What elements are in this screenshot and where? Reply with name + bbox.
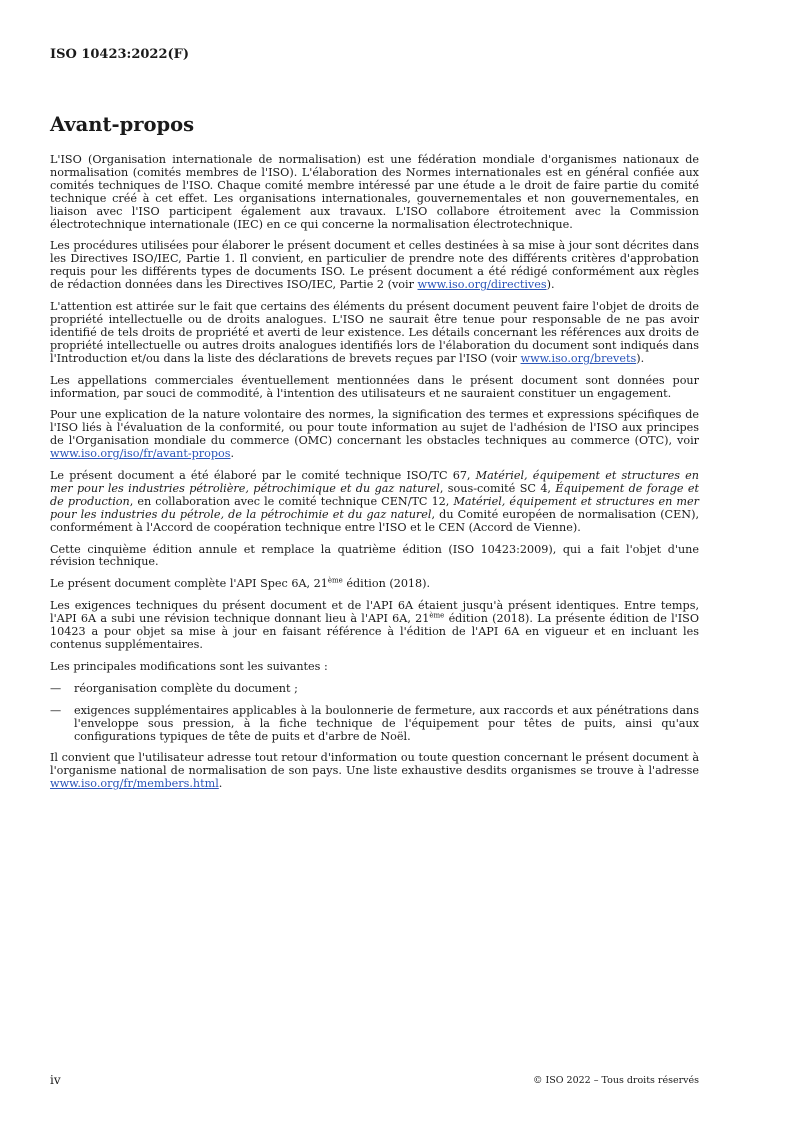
paragraph-text: Les procédures utilisées pour élaborer le présent document et celles destinées à sa mise à jour sont décrites dans les Directives ISO/IEC, Partie 1. Il convient, en particulier de prendre note des différents critères d'approbation requis pour les différents types de documents ISO. Le présent document a été rédigé conformément aux règles de rédaction données dans les Directives ISO/IEC, Partie 2 (voir bbox=[50, 239, 699, 292]
page-number: iv bbox=[50, 1073, 61, 1087]
paragraph-edition: Cette cinquième édition annule et remplace la quatrième édition (ISO 10423:2009), qui a fait l'objet d'une révision technique. bbox=[50, 542, 699, 569]
superscript: ème bbox=[327, 576, 343, 585]
paragraph-procedures bbox=[50, 240, 699, 292]
paragraph-text: Le présent document complète l'API Spec 6A, 21 bbox=[50, 577, 328, 591]
paragraph-end: . bbox=[230, 447, 235, 461]
foreword-link[interactable]: www.iso.org/iso/fr/avant-propos bbox=[50, 447, 231, 461]
section-title: Avant-propos bbox=[50, 113, 195, 136]
paragraph-api-complement bbox=[50, 578, 699, 591]
paragraph-text: , du Comité européen de normalisation (CEN), conformément à l'Accord de coopération technique entre l'ISO et le CEN (Accord de Vienne). bbox=[50, 507, 699, 534]
paragraph-feedback bbox=[50, 752, 699, 791]
paragraph-patents bbox=[50, 301, 699, 366]
paragraph-text: L'attention est attirée sur le fait que certains des éléments du présent document peuvent faire l'objet de droits de propriété intellectuelle ou de droits analogues. L'ISO ne saurait être tenue pour responsable de ne pas avoir identifié de tels droits de propriété et averti de leur existence. Les détails concernant les références aux droits de propriété intellectuelle ou autres droits analogues identifiés lors de l'élaboration du document sont indiqués dans l'Introduction et/ou dans la liste des déclarations de brevets reçues par l'ISO (voir bbox=[50, 300, 699, 365]
foreword-body bbox=[50, 154, 699, 800]
dash-marker: — bbox=[50, 681, 62, 695]
paragraph-end: ). bbox=[636, 351, 645, 365]
paragraph-text: édition (2018). bbox=[342, 577, 431, 591]
list-item bbox=[50, 683, 699, 696]
paragraph-trade-names: Les appellations commerciales éventuellement mentionnées dans le présent document sont données pour information, par souci de commodité, à l'intention des utilisateurs et ne sauraient constituer un engagement. bbox=[50, 373, 699, 400]
paragraph-voluntary-nature bbox=[50, 409, 699, 461]
paragraph-text: Les exigences techniques du présent document et de l'API 6A étaient jusqu'à présent identiques. Entre temps, l'API 6A a subi une révision technique donnant lieu à l'API 6A, 21 bbox=[50, 599, 699, 626]
paragraph-text: Le présent document a été élaboré par le comité technique ISO/TC 67, bbox=[50, 469, 476, 483]
list-item-text: exigences supplémentaires applicables à la boulonnerie de fermeture, aux raccords et aux pénétrations dans l'enveloppe sous pression, à la fiche technique de l'équipement pour têtes de puits, ainsi qu'aux configurations typiques de tête de puits et d'arbre de Noël. bbox=[74, 703, 699, 743]
paragraph-changes-intro: Les principales modifications sont les suivantes : bbox=[50, 659, 328, 673]
superscript: ème bbox=[429, 611, 445, 620]
paragraph-end: ). bbox=[546, 278, 555, 292]
paragraph-text: , sous-comité SC 4, bbox=[439, 481, 556, 495]
members-link[interactable]: www.iso.org/fr/members.html bbox=[50, 777, 219, 791]
cen-committee-title: Matériel, équipement et structures en mer pour les industries du pétrole, de la pétrochimie et du gaz naturel bbox=[50, 494, 700, 521]
paragraph-end: . bbox=[218, 777, 223, 791]
subcommittee-title: Équipement de forage et de production bbox=[50, 481, 699, 508]
paragraph-text: Pour une explication de la nature volontaire des normes, la signification des termes et expressions spécifiques de l'ISO liés à l'évaluation de la conformité, ou pour toute information au sujet de l'adhésion de l'ISO aux principes de l'Organisation mondiale du commerce (OMC) concernant les obstacles techniques au commerce (OTC), voir bbox=[50, 408, 699, 448]
paragraph-committee bbox=[50, 470, 699, 535]
list-item-text: réorganisation complète du document ; bbox=[74, 681, 298, 695]
patents-link[interactable]: www.iso.org/brevets bbox=[520, 351, 637, 365]
paragraph-text: , en collaboration avec le comité technique CEN/TC 12, bbox=[129, 494, 454, 508]
list-item bbox=[50, 705, 699, 744]
document-reference: ISO 10423:2022(F) bbox=[50, 47, 190, 62]
paragraph-text: Il convient que l'utilisateur adresse tout retour d'information ou toute question concernant le présent document à l'organisme national de normalisation de son pays. Une liste exhaustive desdits organismes se trouve à l'adresse bbox=[50, 751, 699, 778]
directives-link[interactable]: www.iso.org/directives bbox=[417, 278, 547, 292]
committee-title: Matériel, équipement et structures en mer pour les industries pétrolière, pétrochimique et du gaz naturel bbox=[50, 469, 699, 495]
dash-marker: — bbox=[50, 703, 62, 717]
paragraph-text: édition (2018). La présente édition de l'ISO 10423 a pour objet sa mise à jour en faisant référence à l'édition de l'API 6A en vigueur et en incluant les contenus supplémentaires. bbox=[50, 612, 699, 651]
paragraph-api-revision bbox=[50, 600, 699, 652]
paragraph-iso-intro: L'ISO (Organisation internationale de normalisation) est une fédération mondiale d'organismes nationaux de normalisation (comités membres de l'ISO). L'élaboration des Normes internationales est en général confiée aux comités techniques de l'ISO. Chaque comité membre intéressé par une étude a le droit de faire partie du comité technique créé à cet effet. Les organisations internationales, gouvernementales et non gouvernementales, en liaison avec l'ISO participent également aux travaux. L'ISO collabore étroitement avec la Commission électrotechnique internationale (IEC) en ce qui concerne la normalisation électrotechnique. bbox=[50, 153, 699, 231]
copyright-notice: © ISO 2022 – Tous droits réservés bbox=[532, 1075, 699, 1086]
